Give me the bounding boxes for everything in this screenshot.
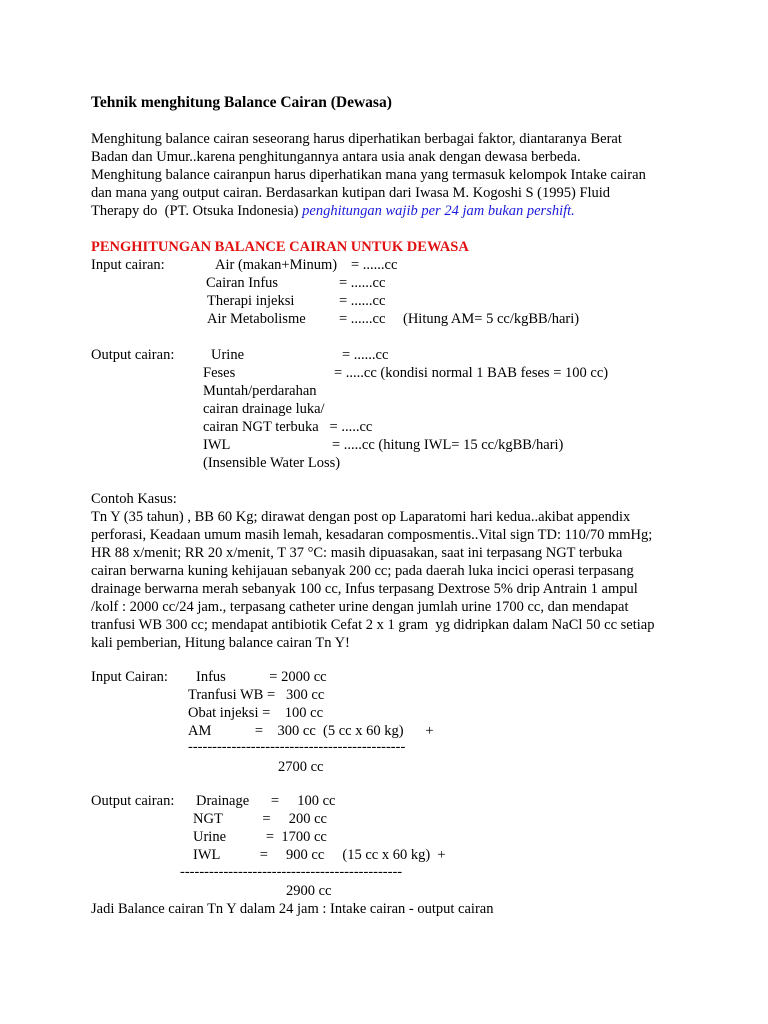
input-row-2-item: Cairan Infus xyxy=(206,275,279,291)
calc-input-row-1: Infus = 2000 cc xyxy=(196,669,327,685)
output-urine-eq: = ......cc xyxy=(342,347,389,363)
output-feses-eq: = .....cc (kondisi normal 1 BAB feses = 100 cc) xyxy=(334,365,609,381)
case-line-4: cairan berwarna kuning kehijauan sebanyak 200 cc; pada daerah luka incici operasi terpasang xyxy=(91,563,634,579)
case-line-2: perforasi, Keadaan umum masih lemah, kesadaran composmentis..Vital sign TD: 110/70 mmHg; xyxy=(91,527,653,543)
intro-line-1: Menghitung balance cairan seseorang harus diperhatikan berbagai faktor, diantaranya Berat xyxy=(91,131,622,147)
intro-line-2: Badan dan Umur..karena penghitungannya antara usia anak dengan dewasa berbeda. xyxy=(91,149,581,165)
calc-input-label: Input Cairan: xyxy=(91,669,168,685)
calc-output-row-3: Urine = 1700 cc xyxy=(193,829,327,845)
case-line-3: HR 88 x/menit; RR 20 x/menit, T 37 °C: masih dipuasakan, saat ini terpasang NGT terbuka xyxy=(91,545,623,561)
calc-output-total: 2900 cc xyxy=(286,883,332,899)
case-line-1 xyxy=(91,508,678,526)
output-iwl: IWL xyxy=(203,437,231,453)
calc-input-row-3: Obat injeksi = 100 cc xyxy=(188,705,324,721)
input-row-4-note: (Hitung AM= 5 cc/kgBB/hari) xyxy=(403,311,580,327)
calc-output-label: Output cairan: xyxy=(91,793,175,809)
intro-line-5 xyxy=(91,202,575,220)
case-line-7: tranfusi WB 300 cc; mendapat antibiotik Cefat 2 x 1 gram yg didripkan dalam NaCl 50 cc setiap xyxy=(91,617,655,633)
input-row-3-item: Therapi injeksi xyxy=(207,293,295,309)
calc-output-row-4: IWL = 900 cc (15 cc x 60 kg) + xyxy=(193,847,446,863)
intro-line-3: Menghitung balance cairanpun harus diperhatikan mana yang termasuk kelompok Intake cairan xyxy=(91,167,646,183)
input-row-4-item: Air Metabolisme xyxy=(207,311,306,327)
input-row-3-eq: = ......cc xyxy=(339,293,386,309)
input-row-1-item: Air (makan+Minum) xyxy=(215,257,338,273)
case-line-1-text: Tn Y (35 tahun) , BB 60 Kg; dirawat dengan post op Laparatomi hari kedua..akibat appendix xyxy=(91,509,631,525)
calc-output-row-2: NGT = 200 cc xyxy=(193,811,327,827)
output-iwl-eq: = .....cc (hitung IWL= 15 cc/kgBB/hari) xyxy=(332,437,564,453)
calc-input-row-4: AM = 300 cc (5 cc x 60 kg) + xyxy=(188,723,434,739)
case-line-8: kali pemberian, Hitung balance cairan Tn Y! xyxy=(91,635,350,651)
calc-output-row-1: Drainage = 100 cc xyxy=(196,793,336,809)
input-row-2-eq: = ......cc xyxy=(339,275,386,291)
case-label: Contoh Kasus: xyxy=(91,491,177,507)
output-label: Output cairan: xyxy=(91,347,175,363)
calc-input-total: 2700 cc xyxy=(278,759,324,775)
input-label: Input cairan: xyxy=(91,257,165,273)
case-line-6: /kolf : 2000 cc/24 jam., terpasang catheter urine dengan jumlah urine 1700 cc, dan mendapat xyxy=(91,599,629,615)
calc-input-row-2: Tranfusi WB = 300 cc xyxy=(188,687,325,703)
calc-output-rule: ---------------------------------------------- xyxy=(180,864,403,880)
intro-line-5-text: Therapy do (PT. Otsuka Indonesia) xyxy=(91,203,303,219)
case-line-5: drainage berwarna merah sebanyak 100 cc, Infus terpasang Dextrose 5% drip Antrain 1 ampul xyxy=(91,581,638,597)
output-feses: Feses xyxy=(203,365,236,381)
section-heading: PENGHITUNGAN BALANCE CAIRAN UNTUK DEWASA xyxy=(91,239,469,255)
input-row-4-eq: = ......cc xyxy=(339,311,386,327)
intro-line-4: dan mana yang output cairan. Berdasarkan kutipan dari Iwasa M. Kogoshi S (1995) Fluid xyxy=(91,185,611,201)
document-title: Tehnik menghitung Balance Cairan (Dewasa) xyxy=(91,94,392,111)
intro-emphasis: penghitungan wajib per 24 jam bukan pershift. xyxy=(302,203,575,219)
output-muntah: Muntah/perdarahan xyxy=(203,383,317,399)
output-iwl-full: (Insensible Water Loss) xyxy=(203,455,341,471)
input-row-1-eq: = ......cc xyxy=(351,257,398,273)
output-urine: Urine xyxy=(211,347,245,363)
output-drainase: cairan drainage luka/ xyxy=(203,401,325,417)
calc-input-rule: --------------------------------------------- xyxy=(188,739,406,755)
conclusion: Jadi Balance cairan Tn Y dalam 24 jam : Intake cairan - output cairan xyxy=(91,901,494,917)
output-ngt: cairan NGT terbuka = .....cc xyxy=(203,419,373,435)
